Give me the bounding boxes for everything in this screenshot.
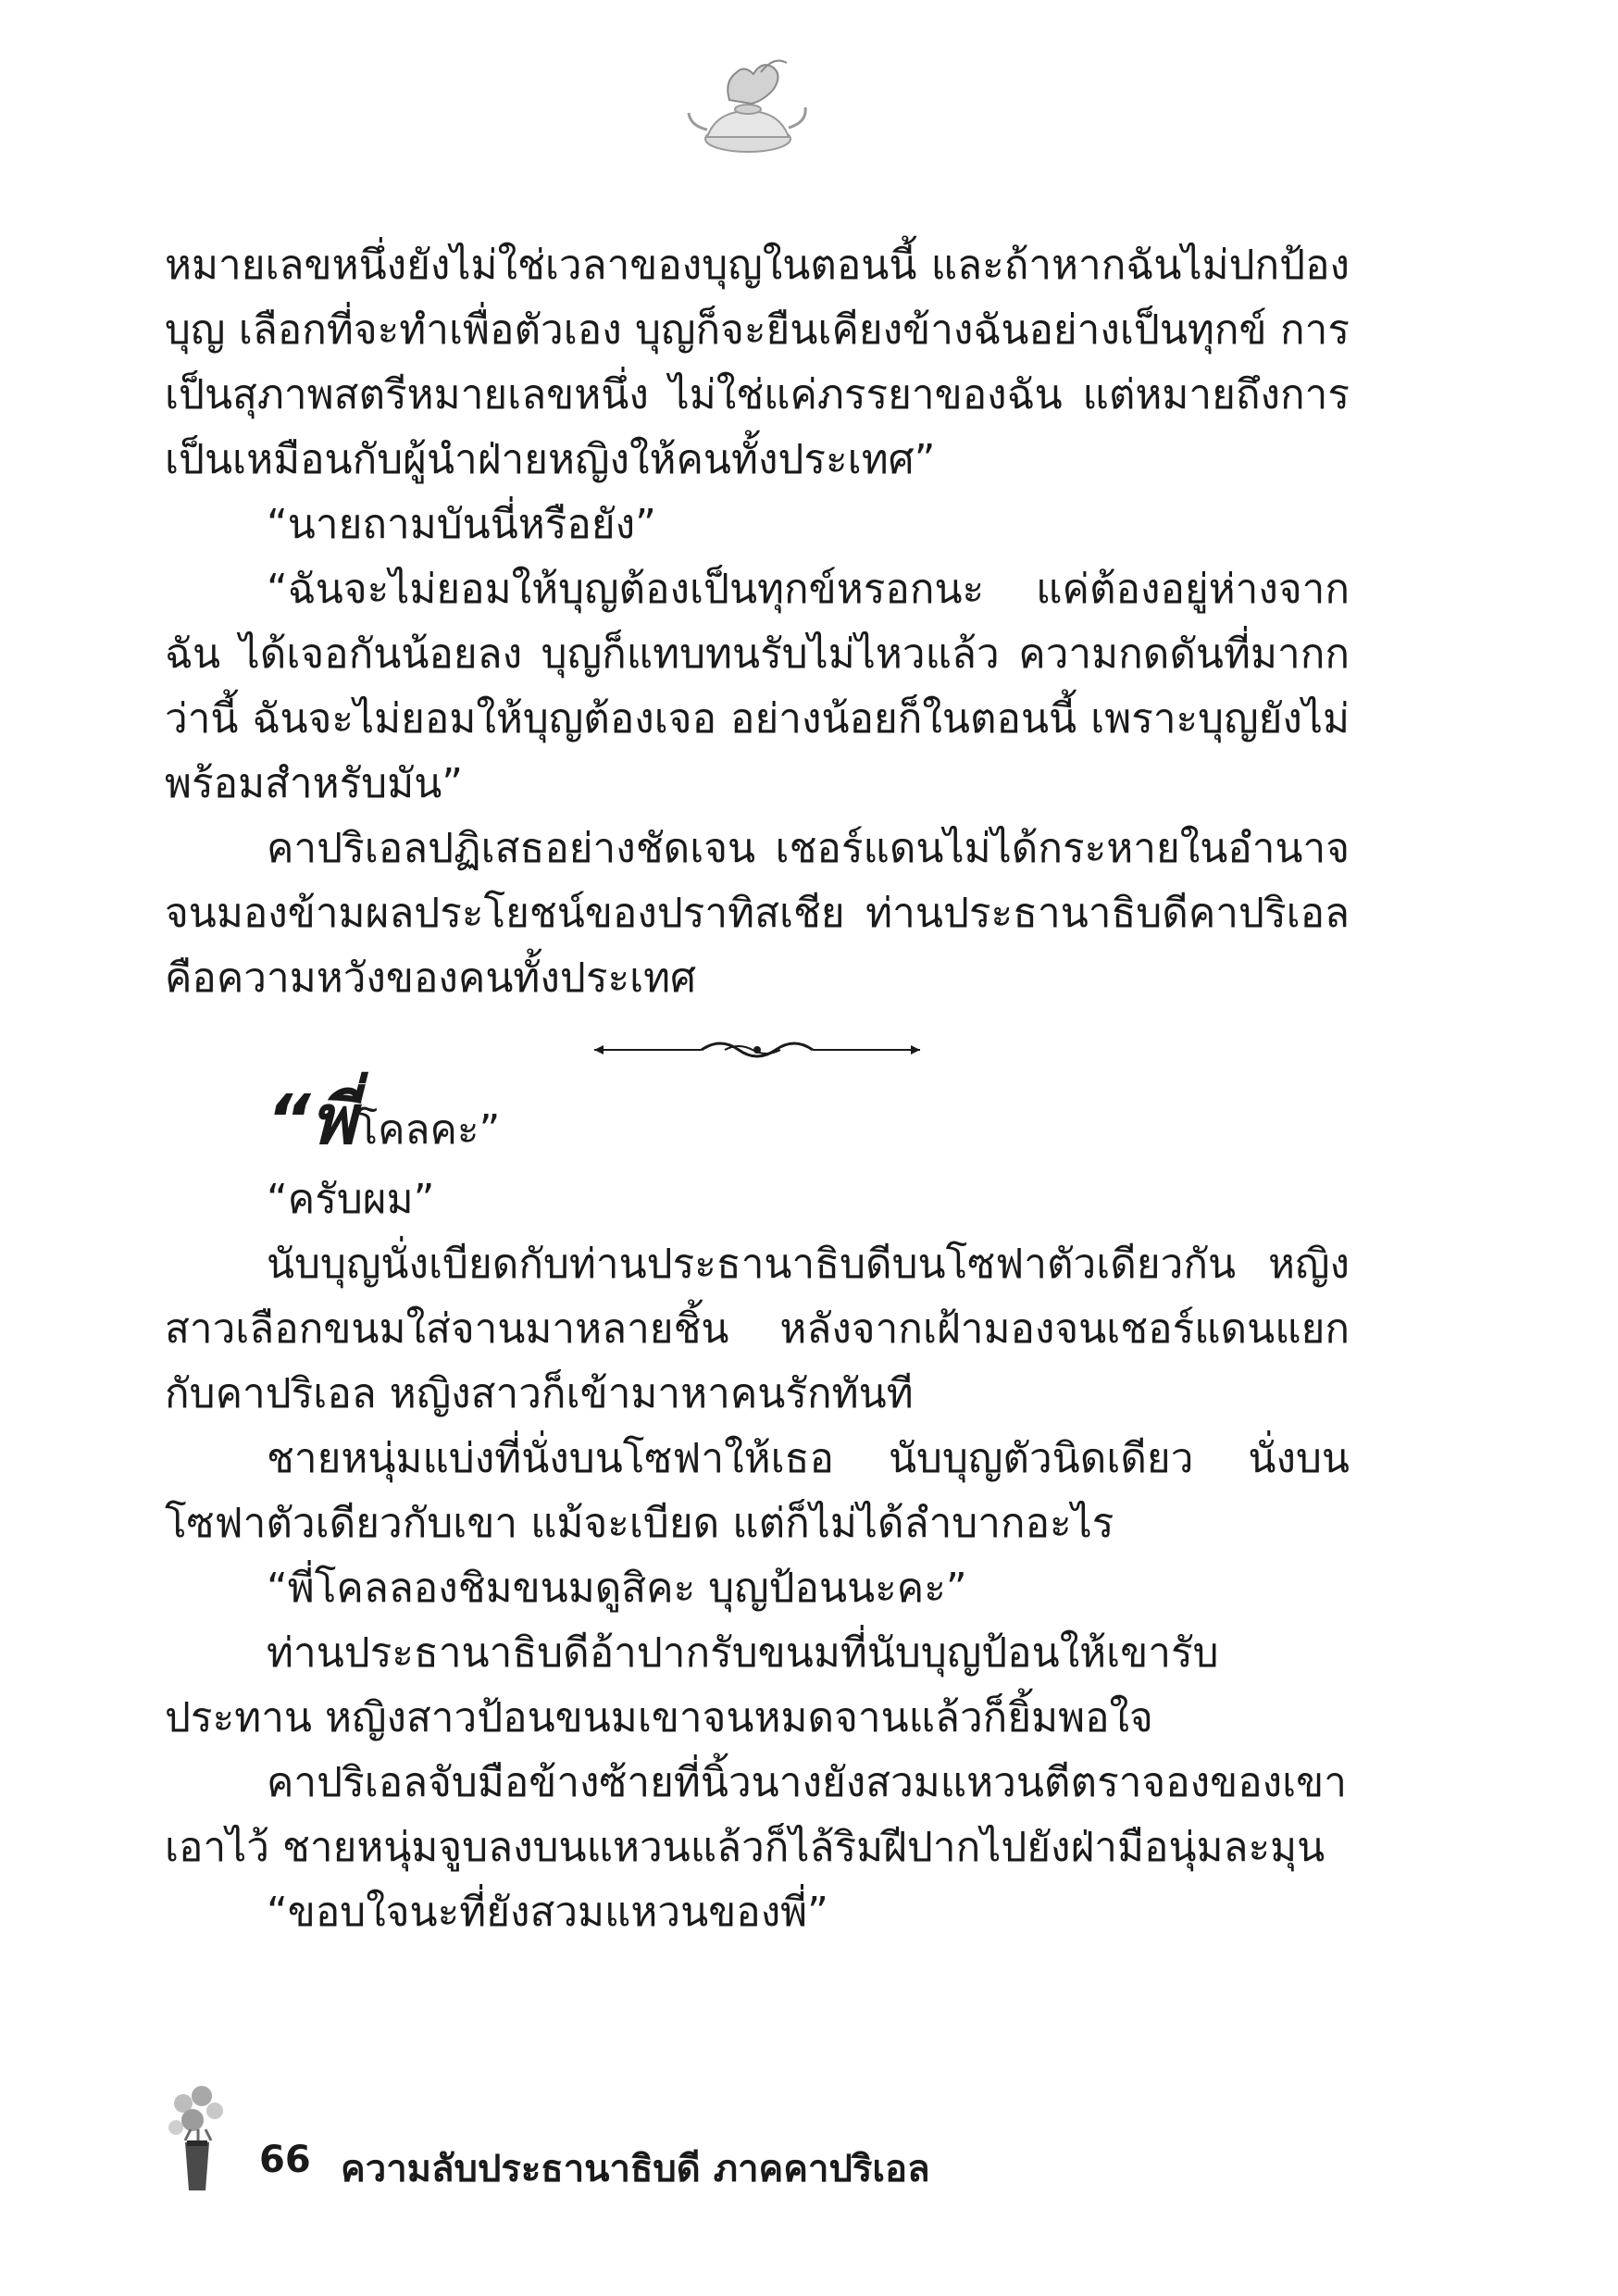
paragraph: ชายหนุ่มแบ่งที่นั่งบนโซฟาให้เธอ นับบุญตัวนิดเดียว นั่งบนโซฟาตัวเดียวกับเขา แม้จะเบียด แต่ก็ไม่ได้ลำบากอะไร — [165, 1435, 1350, 1547]
chapter-opening-line — [165, 1080, 1350, 1167]
paragraph: คาปริเอลจับมือข้างซ้ายที่นิ้วนางยังสวมแหวนตีตราจองของเขาเอาไว้ ชายหนุ่มจูบลงบนแหวนแล้วก็ไล้ริมฝีปากไปยังฝ่ามือนุ่มละมุน — [165, 1759, 1347, 1871]
section-divider — [165, 1018, 1350, 1083]
body-text — [165, 233, 1350, 1945]
page-footer — [165, 2083, 1368, 2194]
paragraph: “ครับผม” — [267, 1176, 435, 1223]
flourish-divider-icon — [591, 1031, 924, 1068]
paragraph: “พี่โคลลองชิมขนมดูสิคะ บุญป้อนนะคะ” — [267, 1565, 967, 1612]
book-title: ความลับประธานาธิบดี ภาคคาปริเอล — [341, 2148, 930, 2190]
paragraph: หมายเลขหนึ่งยังไม่ใช่เวลาของบุญในตอนนี้ และถ้าหากฉันไม่ปกป้องบุญ เลือกที่จะทำเพื่อตัวเอง บุญก็จะยืนเคียงข้างฉันอย่างเป็นทุกข์ การเป็นสุภาพสตรีหมายเลขหนึ่ง ไม่ใช่แค่ภรรยาของฉัน แต่หมายถึงการเป็นเหมือนกับผู้นำฝ่ายหญิงให้คนทั้งประเทศ” — [165, 242, 1350, 483]
opening-line-rest: โคลคะ” — [355, 1106, 501, 1154]
page-number: 66 — [259, 2139, 311, 2181]
drop-cap: “พี่ — [267, 1080, 356, 1160]
paragraph: “ฉันจะไม่ยอมให้บุญต้องเป็นทุกข์หรอกนะ แค่ต้องอยู่ห่างจากฉัน ได้เจอกันน้อยลง บุญก็แทบทนรับไม่ไหวแล้ว ความกดดันที่มากกว่านี้ ฉันจะไม่ยอมให้บุญต้องเจอ อย่างน้อยก็ในตอนนี้ เพราะบุญยังไม่พร้อมสำหรับมัน” — [165, 566, 1350, 807]
paragraph: “นายถามบันนี่หรือยัง” — [267, 501, 656, 548]
paragraph: นับบุญนั่งเบียดกับท่านประธานาธิบดีบนโซฟาตัวเดียวกัน หญิงสาวเลือกขนมใส่จานมาหลายชิ้น หลังจากเฝ้ามองจนเชอร์แดนแยกกับคาปริเอล หญิงสาวก็เข้ามาหาคนรักทันที — [165, 1241, 1350, 1417]
teapot-ornament-icon — [683, 54, 813, 165]
paragraph: “ขอบใจนะที่ยังสวมแหวนของพี่” — [267, 1889, 828, 1936]
paragraph: ท่านประธานาธิบดีอ้าปากรับขนมที่นับบุญป้อนให้เขารับประทาน หญิงสาวป้อนขนมเขาจนหมดจานแล้วก็ยิ้มพอใจ — [165, 1629, 1219, 1741]
flower-vase-icon — [165, 2083, 230, 2194]
paragraph: คาปริเอลปฏิเสธอย่างชัดเจน เชอร์แดนไม่ได้กระหายในอำนาจจนมองข้ามผลประโยชน์ของปราทิสเชีย ท่านประธานาธิบดีคาปริเอลคือความหวังของคนทั้งประเทศ — [165, 825, 1350, 1002]
